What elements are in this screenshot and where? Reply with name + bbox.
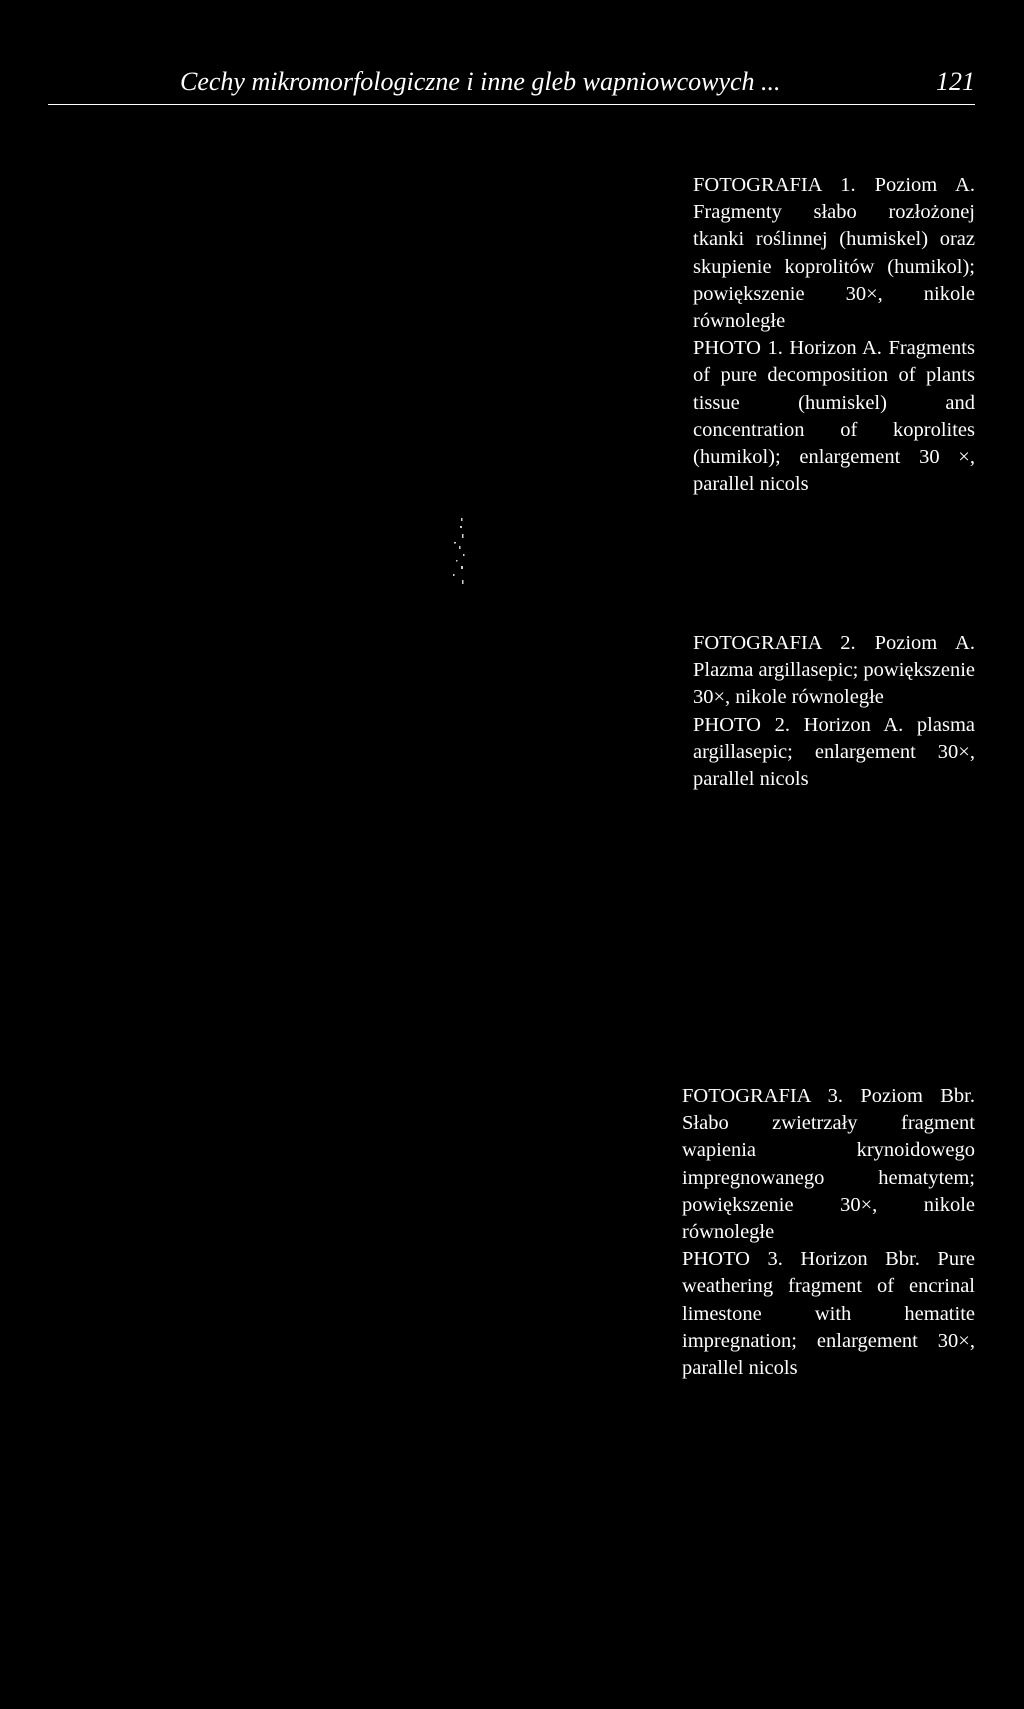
photo-3-caption-english: PHOTO 3. Horizon Bbr. Pure weathering fragment of encrinal limestone with hematite impregnation; enlargement 30×, parallel nicols	[682, 1248, 975, 1380]
photo-2-caption	[693, 630, 975, 793]
scan-artifact	[452, 516, 466, 590]
photo-2-caption-polish: FOTOGRAFIA 2. Poziom A. Plazma argillasepic; powiększenie 30×, nikole równoległe	[693, 632, 975, 709]
photo-3-caption-polish: FOTOGRAFIA 3. Poziom Bbr. Słabo zwietrzały fragment wapienia krynoidowego impregnowanego hematytem; powiększenie 30×, nikole równoległe	[682, 1085, 975, 1244]
page-number: 121	[936, 67, 975, 96]
photo-2-caption-english: PHOTO 2. Horizon A. plasma argillasepic; enlargement 30×, parallel nicols	[693, 713, 975, 791]
running-title: Cechy mikromorfologiczne i inne gleb wapniowcowych ...	[180, 67, 781, 96]
photo-1-caption-polish: FOTOGRAFIA 1. Poziom A. Fragmenty słabo rozłożonej tkanki roślinnej (humiskel) oraz skupienie koprolitów (humikol); powiększenie 30×, nikole równoległe	[693, 174, 975, 333]
running-head	[48, 64, 975, 105]
photo-3-caption	[682, 1083, 975, 1382]
photo-1-caption	[693, 172, 975, 498]
photo-1-caption-english: PHOTO 1. Horizon A. Fragments of pure decomposition of plants tissue (humiskel) and concentration of koprolites (humikol); enlargement 30 ×, parallel nicols	[693, 337, 975, 496]
